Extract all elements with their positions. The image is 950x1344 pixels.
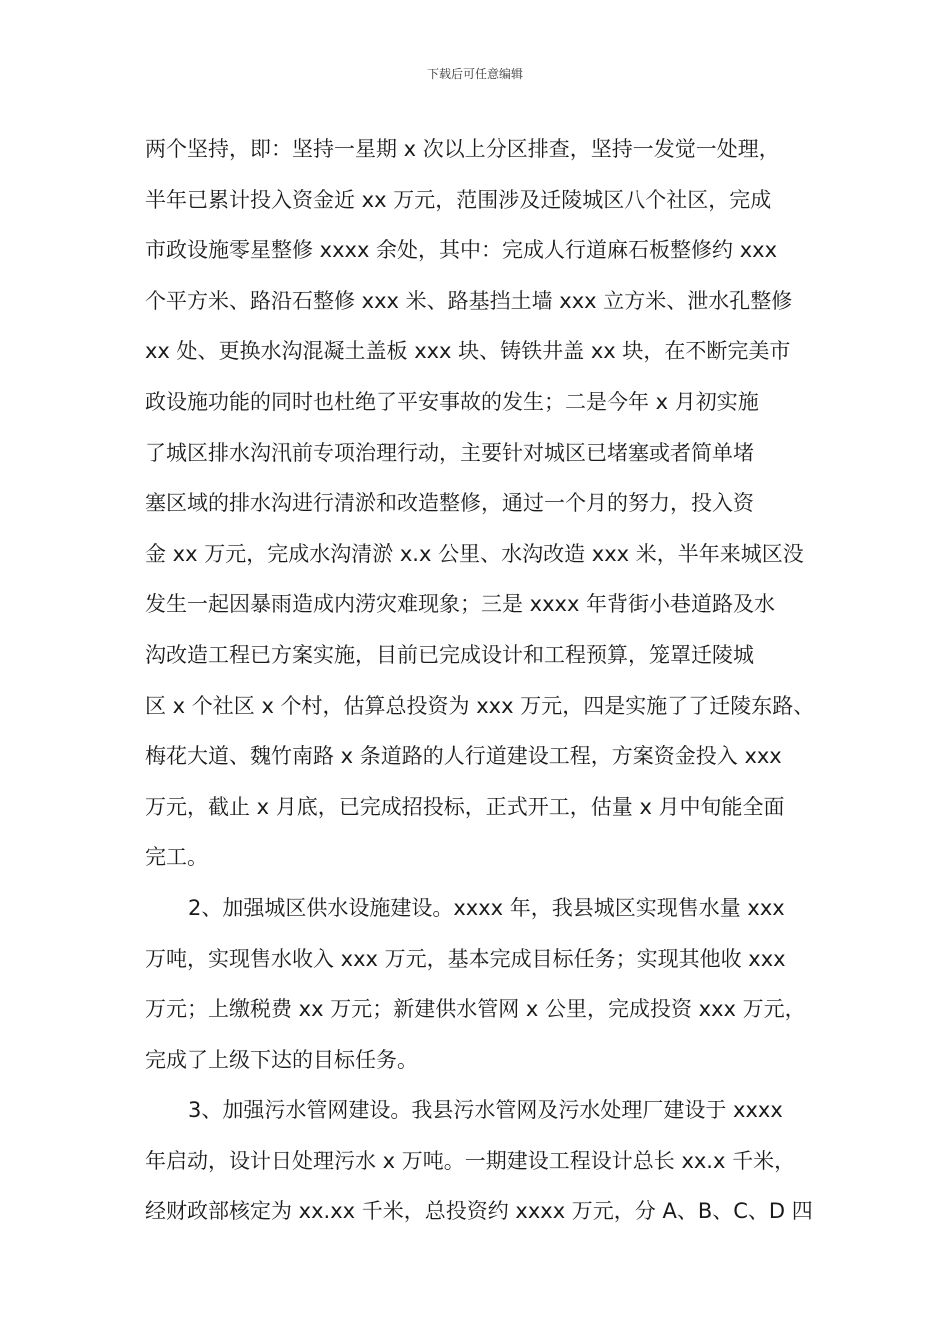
text-line: 市政设施零星整修 xxxx 余处，其中：完成人行道麻石板整修约 xxx bbox=[145, 238, 778, 263]
text-line: 发生一起因暴雨造成内涝灾难现象；三是 xxxx 年背街小巷道路及水 bbox=[145, 592, 776, 617]
text-line: 完工。 bbox=[145, 845, 208, 870]
text-line: 年启动，设计日处理污水 x 万吨。一期建设工程设计总长 xx.x 千米， bbox=[145, 1148, 796, 1173]
text-line: 经财政部核定为 xx.xx 千米，总投资约 xxxx 万元，分 A、B、C、D 四 bbox=[145, 1199, 813, 1224]
text-line: 万元，截止 x 月底，已完成招投标，正式开工，估量 x 月中旬能全面 bbox=[145, 794, 785, 819]
text-line: 塞区域的排水沟进行清淤和改造整修，通过一个月的努力，投入资 bbox=[145, 491, 754, 516]
text-line: 区 x 个社区 x 个村，估算总投资为 xxx 万元，四是实施了了迁陵东路、 bbox=[145, 693, 815, 718]
text-line: 政设施功能的同时也杜绝了平安事故的发生；二是今年 x 月初实施 bbox=[145, 389, 759, 414]
text-line: 金 xx 万元，完成水沟清淤 x.x 公里、水沟改造 xxx 米，半年来城区没 bbox=[145, 541, 804, 566]
paragraph-start-line: 2、加强城区供水设施建设。xxxx 年，我县城区实现售水量 xxx bbox=[188, 895, 785, 920]
page-header: 下载后可任意编辑 bbox=[426, 67, 523, 81]
text-line: 沟改造工程已方案实施，目前已完成设计和工程预算，笼罩迁陵城 bbox=[145, 642, 754, 667]
paragraph-start-line: 3、加强污水管网建设。我县污水管网及污水处理厂建设于 xxxx bbox=[188, 1098, 783, 1123]
text-line: 了城区排水沟汛前专项治理行动，主要针对城区已堵塞或者简单堵 bbox=[145, 440, 754, 465]
text-line: 万元；上缴税费 xx 万元；新建供水管网 x 公里，完成投资 xxx 万元， bbox=[145, 997, 806, 1022]
text-line: 两个坚持，即：坚持一星期 x 次以上分区排查，坚持一发觉一处理， bbox=[145, 137, 780, 161]
text-line: xx 处、更换水沟混凝土盖板 xxx 块、铸铁井盖 xx 块，在不断完美市 bbox=[145, 339, 791, 364]
text-line: 完成了上级下达的目标任务。 bbox=[145, 1047, 418, 1072]
document-body bbox=[145, 124, 835, 1237]
text-line: 个平方米、路沿石整修 xxx 米、路基挡土墙 xxx 立方米、泄水孔整修 bbox=[145, 288, 793, 313]
text-line: 半年已累计投入资金近 xx 万元，范围涉及迁陵城区八个社区，完成 bbox=[145, 187, 772, 212]
text-line: 万吨，实现售水收入 xxx 万元，基本完成目标任务；实现其他收 xxx bbox=[145, 946, 786, 971]
text-line: 梅花大道、魏竹南路 x 条道路的人行道建设工程，方案资金投入 xxx bbox=[145, 744, 782, 769]
